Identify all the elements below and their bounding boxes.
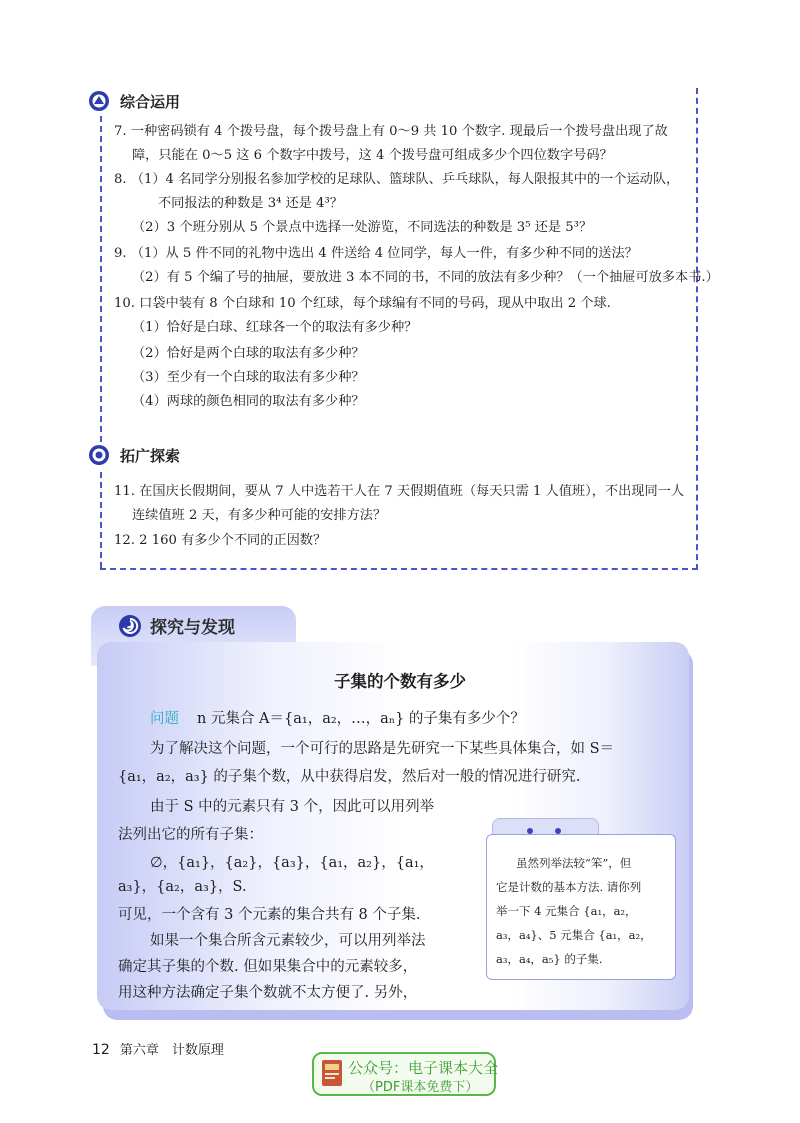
paragraph-line: 法列出它的所有子集： xyxy=(118,827,263,843)
question-line xyxy=(150,708,525,730)
note-line: a₃，a₄}、5 元集合 {a₁，a₂， xyxy=(496,928,652,942)
paragraph-line: 用这种方法确定子集个数就不太方便了. 另外， xyxy=(118,985,418,1001)
paragraph-line: 可见，一个含有 3 个元素的集合共有 8 个子集. xyxy=(118,907,421,923)
paragraph-line: 确定其子集的个数. 但如果集合中的元素较多， xyxy=(118,959,418,975)
paragraph-line: a₃}，{a₂，a₃}，S. xyxy=(118,879,247,895)
section-header-comprehensive xyxy=(88,90,180,112)
triangle-badge-icon xyxy=(88,90,110,112)
paragraph-line: 为了解决这个问题，一个可行的思路是先研究一下某些具体集合，如 S＝ xyxy=(150,741,615,757)
exercise-line: 7. 一种密码锁有 4 个拨号盘，每个拨号盘上有 0～9 共 10 个数字. 现最后一个拨号盘出现了故 xyxy=(114,124,668,139)
note-line: a₃，a₄，a₅} 的子集. xyxy=(496,952,603,966)
explore-heading: 子集的个数有多少 xyxy=(334,672,466,691)
page-footer xyxy=(92,1039,224,1058)
question-text: n 元集合 A＝{a₁，a₂，…，aₙ} 的子集有多少个？ xyxy=(197,711,525,727)
exercise-line: 不同报法的种数是 3⁴ 还是 4³？ xyxy=(158,196,343,211)
exercise-line: 10. 口袋中装有 8 个白球和 10 个红球，每个球编有不同的号码，现从中取出 2 个球. xyxy=(114,296,611,311)
note-line: 举一下 4 元集合 {a₁，a₂， xyxy=(496,904,637,918)
paragraph-line: ∅，{a₁}，{a₂}，{a₃}，{a₁，a₂}，{a₁， xyxy=(150,855,434,871)
note-line: 虽然列举法较“笨”，但 xyxy=(516,856,632,870)
explore-tab-title: 探究与发现 xyxy=(150,618,235,638)
section-title: 综合运用 xyxy=(120,92,181,111)
explore-tab-label xyxy=(118,613,235,638)
exercise-line: 障，只能在 0～5 这 6 个数字中拨号，这 4 个拨号盘可组成多少个四位数字号码？ xyxy=(132,148,613,163)
watermark-line1: 公众号：电子课本大全 xyxy=(348,1059,499,1077)
section-title: 拓广探索 xyxy=(120,446,181,465)
paragraph-line: {a₁，a₂，a₃} 的子集个数，从中获得启发，然后对一般的情况进行研究. xyxy=(118,769,581,785)
exercise-line: （2）有 5 个编了号的抽屉，要放进 3 本不同的书，不同的放法有多少种？（一个抽屉可放多本书.） xyxy=(132,270,719,285)
exercise-line: 12. 2 160 有多少个不同的正因数？ xyxy=(114,533,327,548)
note-line: 它是计数的基本方法. 请你列 xyxy=(496,880,642,894)
exercise-line: 连续值班 2 天，有多少种可能的安排方法？ xyxy=(132,508,387,523)
exercise-line: （2）3 个班分别从 5 个景点中选择一处游览，不同选法的种数是 3⁵ 还是 5³？ xyxy=(132,220,593,235)
chapter-label: 第六章 计数原理 xyxy=(119,1043,224,1058)
watermark-line2: （PDF课本免费下） xyxy=(362,1080,479,1095)
exercise-line: （4）两球的颜色相同的取法有多少种？ xyxy=(132,394,365,409)
exercise-line: 8. （1）4 名同学分别报名参加学校的足球队、篮球队、乒乓球队，每人限报其中的一个运动队， xyxy=(114,172,680,187)
section-header-extension xyxy=(88,444,180,466)
paragraph-line: 如果一个集合所含元素较少，可以用列举法 xyxy=(150,933,426,949)
divider xyxy=(100,116,102,442)
divider xyxy=(100,472,102,568)
exercise-line: 9. （1）从 5 件不同的礼物中选出 4 件送给 4 位同学，每人一件，有多少种不同的送法？ xyxy=(114,246,638,261)
exercise-line: 11. 在国庆长假期间，要从 7 人中选若干人在 7 天假期值班（每天只需 1 人值班），不出现同一人 xyxy=(114,484,685,499)
spiral-icon xyxy=(118,614,142,638)
question-label: 问题 xyxy=(150,711,179,727)
exercise-line: （2）恰好是两个白球的取法有多少种？ xyxy=(132,346,365,361)
watermark-badge xyxy=(312,1052,499,1096)
circle-badge-icon xyxy=(88,444,110,466)
exercise-line: （3）至少有一个白球的取法有多少种？ xyxy=(132,370,365,385)
book-icon xyxy=(320,1058,344,1090)
exercise-line: （1）恰好是白球、红球各一个的取法有多少种？ xyxy=(132,320,418,335)
paragraph-line: 由于 S 中的元素只有 3 个，因此可以用列举 xyxy=(150,799,435,815)
page-number: 12 xyxy=(92,1042,110,1058)
